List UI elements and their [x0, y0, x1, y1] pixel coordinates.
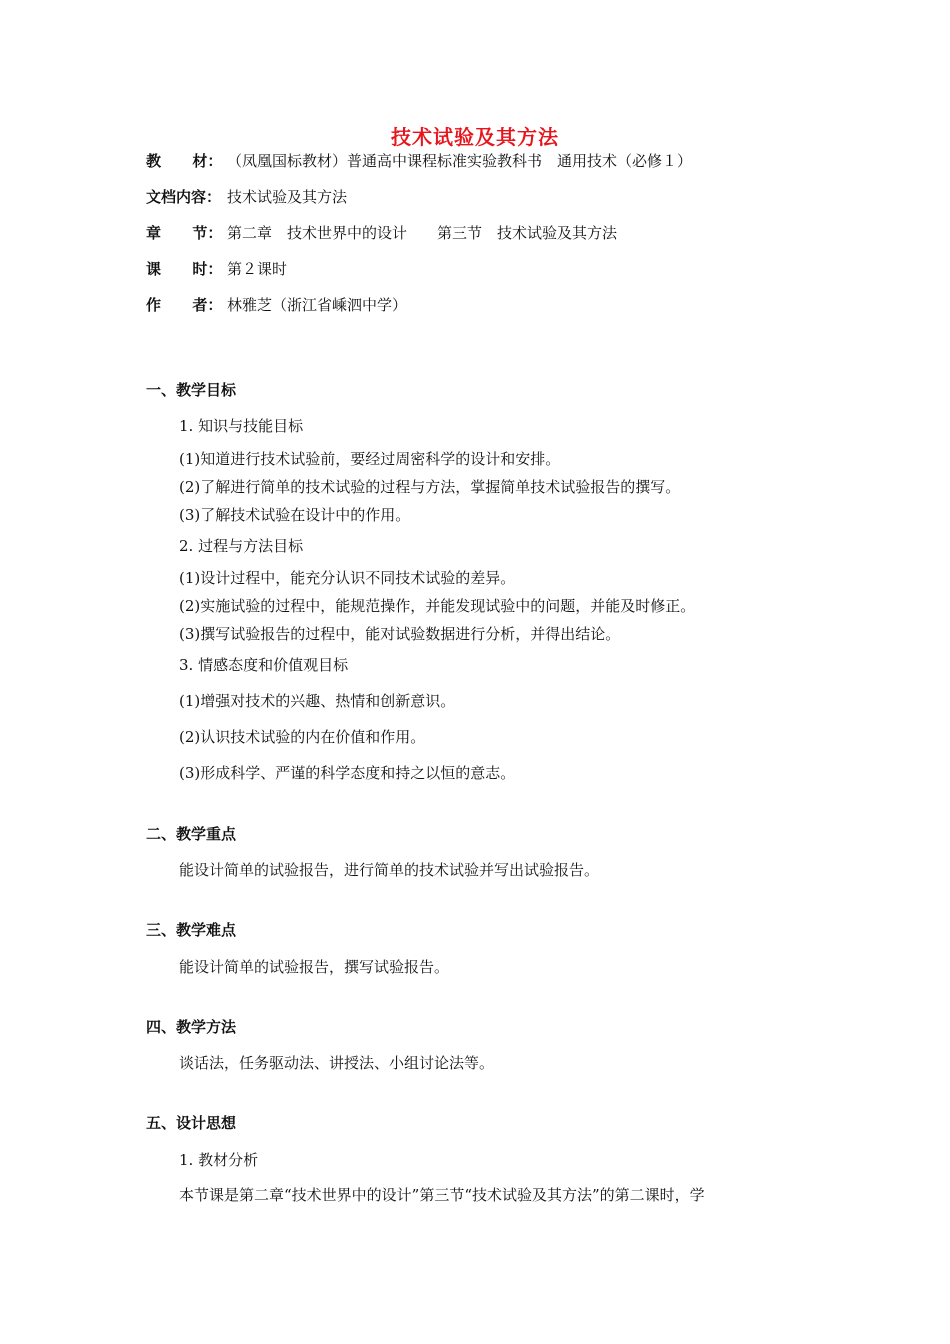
- meta-label-textbook: 教 材：: [146, 152, 223, 170]
- goal-knowledge-skills: 1. 知识与技能目标: [179, 417, 304, 435]
- document-title: 技术试验及其方法: [391, 125, 559, 149]
- meta-value-period: 第２课时: [227, 260, 288, 278]
- section-heading-key-points: 二、教学重点: [146, 825, 237, 843]
- meta-row-content: [146, 187, 347, 207]
- difficulties-text: 能设计简单的试验报告，撰写试验报告。: [179, 958, 450, 976]
- meta-value-content: 技术试验及其方法: [227, 188, 348, 206]
- meta-row-textbook: [146, 151, 692, 171]
- goal-attitudes-values: 3. 情感态度和价值观目标: [179, 656, 349, 674]
- section-heading-objectives: 一、教学目标: [146, 381, 237, 399]
- section-heading-methods: 四、教学方法: [146, 1018, 237, 1036]
- goal-item: (3)撰写试验报告的过程中，能对试验数据进行分析，并得出结论。: [179, 625, 621, 643]
- meta-row-chapter: [146, 223, 617, 243]
- meta-label-content: 文档内容：: [146, 188, 222, 206]
- goal-item: (2)认识技术试验的内在价值和作用。: [179, 728, 426, 746]
- textbook-analysis-text: 本节课是第二章“技术世界中的设计”第三节“技术试验及其方法”的第二课时，学: [179, 1186, 705, 1204]
- goal-item: (2)了解进行简单的技术试验的过程与方法，掌握简单技术试验报告的撰写。: [179, 478, 681, 496]
- meta-row-author: [146, 295, 407, 315]
- meta-label-period: 课 时：: [146, 260, 223, 278]
- goal-item: (1)增强对技术的兴趣、热情和创新意识。: [179, 692, 456, 710]
- section-heading-difficulties: 三、教学难点: [146, 921, 237, 939]
- meta-row-period: [146, 259, 287, 279]
- goal-item: (1)设计过程中，能充分认识不同技术试验的差异。: [179, 569, 516, 587]
- meta-value-textbook: （凤凰国标教材）普通高中课程标准实验教科书 通用技术（必修１）: [227, 152, 693, 170]
- meta-label-author: 作 者：: [146, 296, 223, 314]
- meta-label-chapter: 章 节：: [146, 224, 223, 242]
- methods-text: 谈话法，任务驱动法、讲授法、小组讨论法等。: [179, 1054, 495, 1072]
- goal-item: (1)知道进行技术试验前，要经过周密科学的设计和安排。: [179, 450, 561, 468]
- key-points-text: 能设计简单的试验报告，进行简单的技术试验并写出试验报告。: [179, 861, 600, 879]
- goal-item: (2)实施试验的过程中，能规范操作，并能发现试验中的问题，并能及时修正。: [179, 597, 696, 615]
- section-heading-design-ideas: 五、设计思想: [146, 1114, 237, 1132]
- goal-process-methods: 2. 过程与方法目标: [179, 537, 304, 555]
- meta-value-author: 林雅芝（浙江省嵊泗中学）: [227, 296, 408, 314]
- meta-value-chapter: 第二章 技术世界中的设计 第三节 技术试验及其方法: [227, 224, 618, 242]
- goal-item: (3)了解技术试验在设计中的作用。: [179, 506, 411, 524]
- goal-item: (3)形成科学、严谨的科学态度和持之以恒的意志。: [179, 764, 516, 782]
- textbook-analysis-heading: 1. 教材分析: [179, 1151, 259, 1169]
